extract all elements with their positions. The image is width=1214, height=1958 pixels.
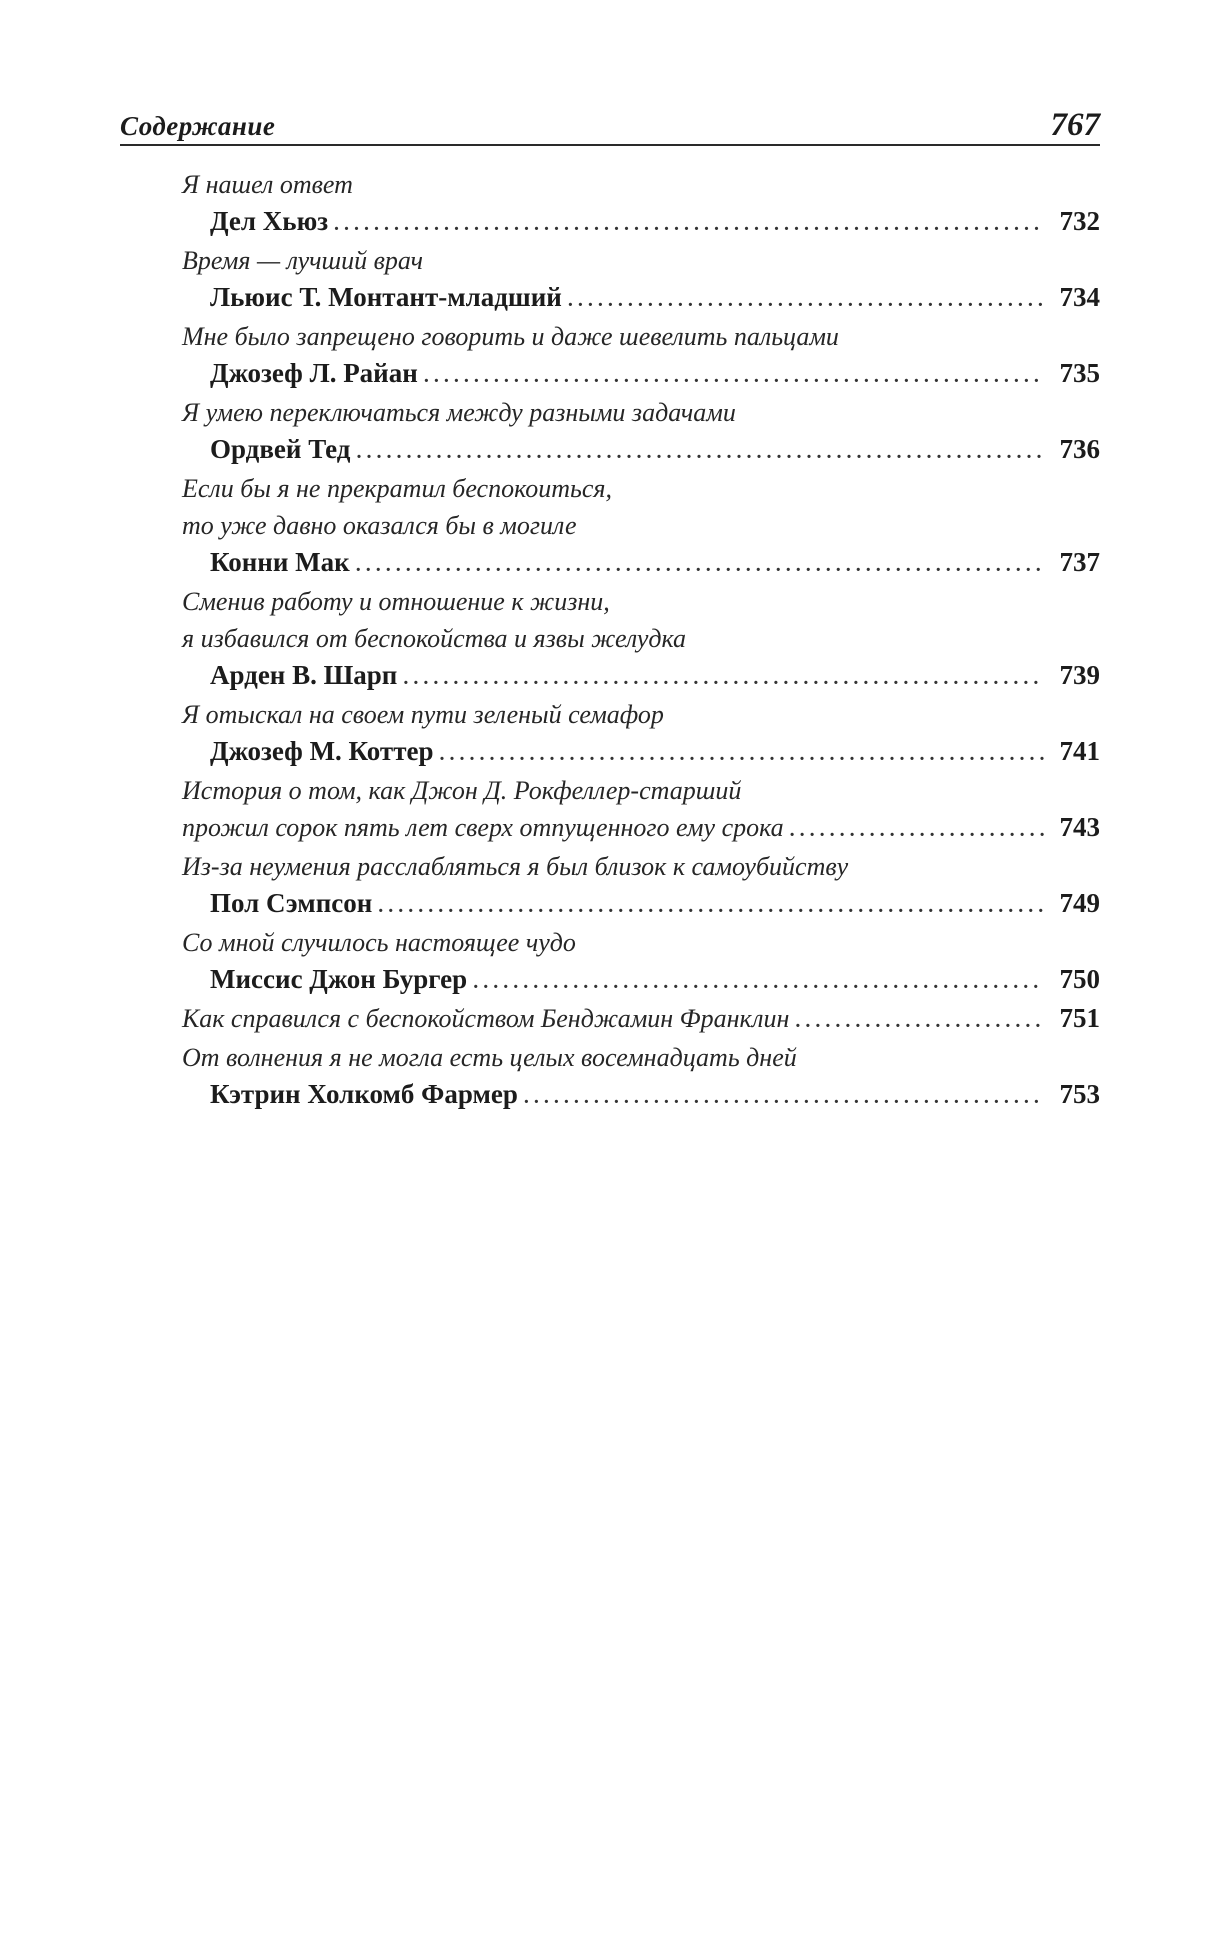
page-header	[120, 100, 1100, 146]
entry-title: Я умею переключаться между разными задачами	[182, 398, 736, 427]
entry-page-number: 735	[1059, 358, 1100, 388]
toc-entry	[182, 772, 1100, 846]
page-number: 767	[1050, 107, 1100, 143]
entry-page-number: 753	[1059, 1079, 1100, 1109]
entry-row	[182, 885, 1100, 922]
entry-title: История о том, как Джон Д. Рокфеллер-старший	[182, 776, 742, 805]
entry-author: Миссис Джон Бургер	[210, 964, 468, 994]
dot-leader	[334, 206, 1044, 243]
dot-leader	[424, 358, 1044, 395]
entry-title: Со мной случилось настоящее чудо	[182, 928, 576, 957]
entry-row	[182, 355, 1100, 392]
entry-page-number: 741	[1059, 736, 1100, 766]
entry-title: Мне было запрещено говорить и даже шевелить пальцами	[182, 322, 839, 351]
toc-entry	[182, 1000, 1100, 1037]
entry-title: то уже давно оказался бы в могиле	[182, 511, 577, 540]
dot-leader	[568, 282, 1044, 319]
toc-entry	[182, 1039, 1100, 1113]
toc-entry	[182, 696, 1100, 770]
dot-leader	[790, 812, 1044, 849]
dot-leader	[524, 1079, 1044, 1116]
entry-row	[182, 203, 1100, 240]
entry-page-number: 749	[1059, 888, 1100, 918]
dot-leader	[795, 1003, 1044, 1040]
toc-entry	[182, 242, 1100, 316]
entry-page-number: 736	[1059, 434, 1100, 464]
entry-author: Джозеф Л. Райан	[210, 358, 418, 388]
entry-row	[182, 544, 1100, 581]
entry-author: Ордвей Тед	[210, 434, 351, 464]
entry-page-number: 732	[1059, 206, 1100, 236]
entry-page-number: 750	[1059, 964, 1100, 994]
table-of-contents	[120, 166, 1100, 1113]
toc-entry	[182, 394, 1100, 468]
dot-leader	[356, 434, 1044, 471]
entry-row	[182, 279, 1100, 316]
toc-entry	[182, 848, 1100, 922]
entry-page-number: 743	[1059, 812, 1100, 842]
entry-row	[182, 961, 1100, 998]
entry-title: Время — лучший врач	[182, 246, 423, 275]
running-title: Содержание	[120, 111, 276, 141]
toc-entry	[182, 924, 1100, 998]
entry-page-number: 751	[1059, 1003, 1100, 1033]
entry-row	[182, 1076, 1100, 1113]
dot-leader	[439, 736, 1044, 773]
toc-entry	[182, 318, 1100, 392]
entry-title: Сменив работу и отношение к жизни,	[182, 587, 610, 616]
entry-title: Как справился с беспокойством Бенджамин Франклин	[182, 1004, 790, 1033]
entry-author: Кэтрин Холкомб Фармер	[210, 1079, 518, 1109]
entry-title: прожил сорок пять лет сверх отпущенного ему срока	[182, 813, 784, 842]
entry-page-number: 737	[1059, 547, 1100, 577]
toc-entry	[182, 166, 1100, 240]
entry-title: Если бы я не прекратил беспокоиться,	[182, 474, 613, 503]
entry-title: Я отыскал на своем пути зеленый семафор	[182, 700, 664, 729]
entry-row	[182, 657, 1100, 694]
entry-author: Джозеф М. Коттер	[210, 736, 434, 766]
toc-entry	[182, 470, 1100, 581]
entry-author: Дел Хьюз	[210, 206, 329, 236]
toc-entry	[182, 583, 1100, 694]
entry-title: Я нашел ответ	[182, 170, 353, 199]
entry-row	[182, 809, 1100, 846]
toc-page	[120, 100, 1100, 1115]
entry-title: Из-за неумения расслабляться я был близок к самоубийству	[182, 852, 849, 881]
entry-row	[182, 1000, 1100, 1037]
entry-title: я избавился от беспокойства и язвы желудка	[182, 624, 687, 653]
entry-page-number: 739	[1059, 660, 1100, 690]
entry-page-number: 734	[1059, 282, 1100, 312]
entry-author: Арден В. Шарп	[210, 660, 398, 690]
dot-leader	[356, 547, 1044, 584]
entry-row	[182, 733, 1100, 770]
entry-row	[182, 431, 1100, 468]
entry-author: Пол Сэмпсон	[210, 888, 373, 918]
entry-author: Льюис Т. Монтант-младший	[210, 282, 562, 312]
dot-leader	[403, 660, 1044, 697]
dot-leader	[473, 964, 1044, 1001]
entry-author: Конни Мак	[210, 547, 350, 577]
entry-title: От волнения я не могла есть целых восемнадцать дней	[182, 1043, 797, 1072]
dot-leader	[378, 888, 1044, 925]
